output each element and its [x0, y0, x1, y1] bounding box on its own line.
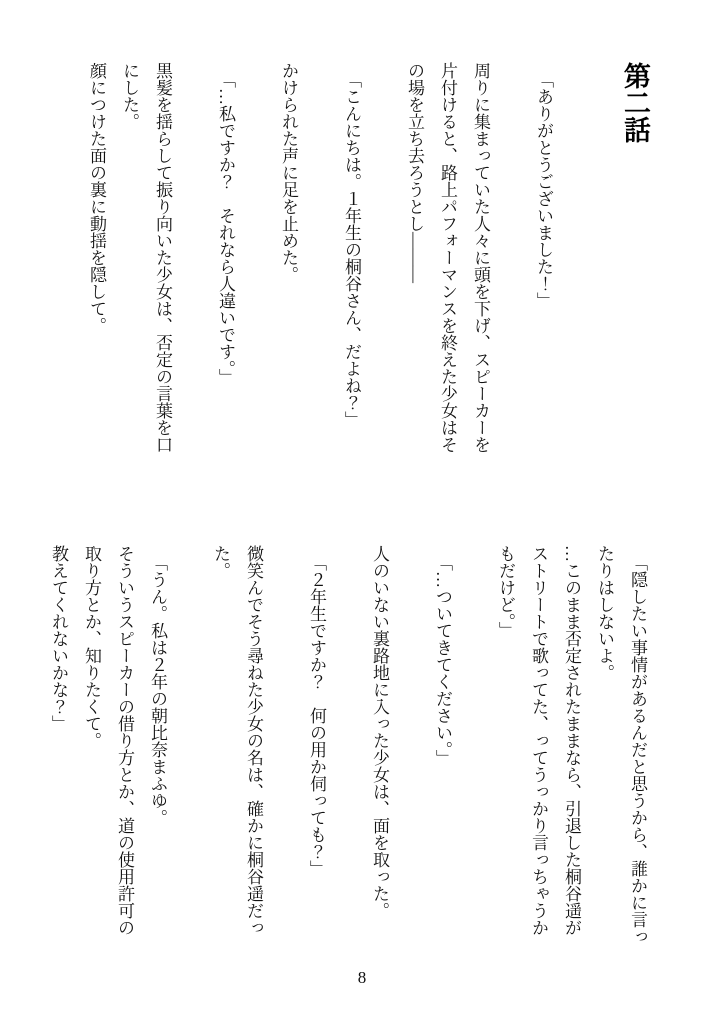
dialogue-paragraph [527, 62, 560, 482]
text-line: 「こんにちは。１年生の桐谷さん、だよね？」 [342, 71, 361, 428]
dialogue-paragraph [426, 545, 459, 957]
text-line: 人のいない裏路地に入った少女は、面を取った。 [370, 545, 389, 919]
dialogue-paragraph [300, 545, 333, 957]
text-line: たりはしないよ。 [595, 545, 614, 681]
text-line: もだけど。」 [496, 545, 515, 639]
text-line: 「隠したい事情があるんだと思うから、誰かに言っ [628, 554, 647, 945]
narration-paragraph [113, 62, 179, 482]
text-line: …このまま否定されたままなら、引退した桐谷遥が [562, 545, 581, 936]
text-line: 微笑んでそう尋ねた少女の名は、確かに桐谷遥だっ [244, 545, 263, 936]
text-line: にした。 [120, 62, 139, 130]
narration-paragraph [204, 545, 270, 957]
text-line: 取り方とか、知りたくて。 [82, 545, 101, 749]
narration-paragraph [363, 545, 396, 957]
narration-paragraph [272, 62, 305, 482]
text-line: 黒髪を揺らして振り向いた少女は、否定の言葉を口 [153, 62, 172, 453]
text-line: そういうスピーカーの借り方とか、道の使用許可の [115, 545, 134, 936]
text-line: 「２年生ですか？ 何の用か伺っても？」 [307, 554, 326, 877]
text-line: た。 [211, 545, 230, 579]
page-number: 8 [357, 968, 367, 987]
text-line: 「ありがとうございました！」 [534, 71, 553, 309]
text-line: 片付けると、路上パフォーマンスを終えた少女はそ [438, 62, 457, 453]
dialogue-paragraph [42, 545, 174, 957]
dialogue-paragraph [489, 545, 654, 957]
text-line: 「…私ですか？ それなら人違いです。」 [216, 71, 235, 386]
text-line: 周りに集まっていた人々に頭を下げ、スピーカーを [471, 62, 490, 453]
text-band-bottom [42, 545, 654, 957]
dialogue-paragraph [209, 62, 242, 482]
text-line: の場を立ち去ろうとし——— [405, 62, 424, 283]
narration-paragraph [80, 62, 113, 482]
text-line: 「…ついてきてください。」 [433, 554, 452, 767]
text-line: かけられた声に足を止めた。 [279, 62, 298, 283]
text-line: ストリートで歌ってた、ってうっかり言っちゃうか [529, 545, 548, 936]
chapter-title: 第二話 [620, 62, 650, 143]
dialogue-paragraph [335, 62, 368, 482]
text-line: 「うん。私は２年の朝比奈まふゆ。 [148, 554, 167, 826]
text-line: 顔につけた面の裏に動揺を隠して。 [87, 62, 106, 334]
text-line: 教えてくれないかな？」 [49, 545, 68, 732]
narration-paragraph [398, 62, 497, 482]
text-band-top [80, 62, 654, 482]
